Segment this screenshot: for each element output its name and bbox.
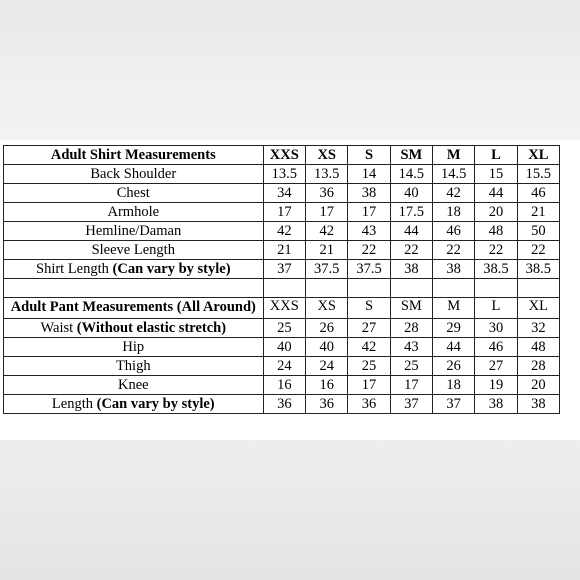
size-chart-body (4, 146, 560, 414)
spacer-cell (433, 279, 475, 298)
shirt-value-cell: 50 (517, 222, 559, 241)
pant-size-m: M (433, 298, 475, 319)
pant-row-label (4, 395, 264, 414)
shirt-value-cell: 38.5 (475, 260, 517, 279)
shirt-label-text: Hemline/Daman (85, 222, 182, 239)
pant-label-text: Hip (122, 338, 145, 355)
shirt-label-text: Shirt Length (36, 260, 113, 277)
shirt-size-xl: XL (517, 146, 559, 165)
shirt-value-cell: 38 (348, 184, 390, 203)
spacer-row (4, 279, 560, 298)
pant-value-cell: 38 (517, 395, 559, 414)
spacer-cell (306, 279, 348, 298)
shirt-value-cell: 38 (433, 260, 475, 279)
pant-size-sm: SM (390, 298, 432, 319)
shirt-value-cell: 22 (390, 241, 432, 260)
shirt-value-cell: 14.5 (433, 165, 475, 184)
pant-value-cell: 36 (306, 395, 348, 414)
pant-value-cell: 30 (475, 319, 517, 338)
pant-value-cell: 24 (306, 357, 348, 376)
shirt-value-cell: 21 (306, 241, 348, 260)
shirt-value-cell: 22 (475, 241, 517, 260)
shirt-value-cell: 15.5 (517, 165, 559, 184)
shirt-value-cell: 38.5 (517, 260, 559, 279)
shirt-value-cell: 15 (475, 165, 517, 184)
pant-title: Adult Pant Measurements (All Around) (4, 298, 264, 319)
pant-row-label (4, 376, 264, 395)
pant-value-cell: 17 (348, 376, 390, 395)
pant-value-cell: 18 (433, 376, 475, 395)
pant-value-cell: 19 (475, 376, 517, 395)
shirt-value-cell: 34 (263, 184, 306, 203)
shirt-value-cell: 22 (517, 241, 559, 260)
pant-value-cell: 26 (306, 319, 348, 338)
pant-value-cell: 25 (348, 357, 390, 376)
pant-value-cell: 32 (517, 319, 559, 338)
shirt-value-cell: 37.5 (348, 260, 390, 279)
pant-value-cell: 40 (263, 338, 306, 357)
pant-value-cell: 25 (263, 319, 306, 338)
pant-value-cell: 36 (348, 395, 390, 414)
pant-label-text: Thigh (115, 357, 151, 374)
pant-value-cell: 25 (390, 357, 432, 376)
pant-value-cell: 37 (390, 395, 432, 414)
shirt-value-cell: 14 (348, 165, 390, 184)
spacer-cell (517, 279, 559, 298)
pant-value-cell: 28 (390, 319, 432, 338)
shirt-label-text: Armhole (107, 203, 160, 220)
shirt-value-cell: 46 (517, 184, 559, 203)
pant-value-cell: 43 (390, 338, 432, 357)
shirt-value-cell: 37.5 (306, 260, 348, 279)
pant-label-text: Length (51, 395, 97, 412)
shirt-value-cell: 14.5 (390, 165, 432, 184)
shirt-value-cell: 36 (306, 184, 348, 203)
shirt-value-cell: 17 (263, 203, 306, 222)
pant-size-xxs: XXS (263, 298, 306, 319)
shirt-size-m: M (433, 146, 475, 165)
shirt-value-cell: 21 (263, 241, 306, 260)
pant-value-cell: 38 (475, 395, 517, 414)
shirt-value-cell: 42 (306, 222, 348, 241)
pant-row (4, 376, 560, 395)
shirt-value-cell: 46 (433, 222, 475, 241)
shirt-row (4, 165, 560, 184)
pant-value-cell: 17 (390, 376, 432, 395)
pant-label-text: Knee (117, 376, 149, 393)
shirt-label-text: Sleeve Length (91, 241, 175, 258)
shirt-title: Adult Shirt Measurements (4, 146, 264, 165)
shirt-label-text: Chest (116, 184, 150, 201)
shirt-value-cell: 48 (475, 222, 517, 241)
shirt-value-cell: 40 (390, 184, 432, 203)
pant-row (4, 357, 560, 376)
size-chart-table (3, 145, 560, 414)
shirt-row (4, 241, 560, 260)
pant-row (4, 338, 560, 357)
shirt-value-cell: 44 (390, 222, 432, 241)
pant-value-cell: 37 (433, 395, 475, 414)
pant-size-s: S (348, 298, 390, 319)
pant-value-cell: 28 (517, 357, 559, 376)
pant-value-cell: 29 (433, 319, 475, 338)
spacer-cell (475, 279, 517, 298)
pant-value-cell: 16 (306, 376, 348, 395)
pant-label-note: (Can vary by style) (96, 395, 215, 412)
shirt-size-xs: XS (306, 146, 348, 165)
shirt-row (4, 184, 560, 203)
shirt-value-cell: 22 (348, 241, 390, 260)
shirt-header-row (4, 146, 560, 165)
shirt-value-cell: 42 (263, 222, 306, 241)
shirt-row-label (4, 165, 264, 184)
shirt-row-label (4, 222, 264, 241)
pant-size-xl: XL (517, 298, 559, 319)
shirt-row (4, 222, 560, 241)
pant-row (4, 319, 560, 338)
shirt-row (4, 260, 560, 279)
shirt-value-cell: 43 (348, 222, 390, 241)
pant-row (4, 395, 560, 414)
shirt-value-cell: 37 (263, 260, 306, 279)
shirt-value-cell: 13.5 (306, 165, 348, 184)
spacer-cell (4, 279, 264, 298)
pant-value-cell: 27 (348, 319, 390, 338)
pant-label-text: Waist (40, 319, 77, 336)
pant-header-row (4, 298, 560, 319)
shirt-value-cell: 17.5 (390, 203, 432, 222)
shirt-row-label (4, 203, 264, 222)
shirt-value-cell: 21 (517, 203, 559, 222)
spacer-cell (263, 279, 306, 298)
pant-row-label (4, 357, 264, 376)
pant-row-label (4, 319, 264, 338)
shirt-value-cell: 17 (306, 203, 348, 222)
shirt-value-cell: 17 (348, 203, 390, 222)
pant-value-cell: 40 (306, 338, 348, 357)
shirt-size-s: S (348, 146, 390, 165)
pant-row-label (4, 338, 264, 357)
shirt-label-text: Back Shoulder (90, 165, 177, 182)
pant-size-xs: XS (306, 298, 348, 319)
pant-label-note: (Without elastic stretch) (76, 319, 227, 336)
shirt-value-cell: 22 (433, 241, 475, 260)
pant-value-cell: 42 (348, 338, 390, 357)
shirt-row (4, 203, 560, 222)
shirt-value-cell: 44 (475, 184, 517, 203)
spacer-cell (348, 279, 390, 298)
pant-value-cell: 27 (475, 357, 517, 376)
pant-value-cell: 36 (263, 395, 306, 414)
shirt-size-l: L (475, 146, 517, 165)
pant-value-cell: 26 (433, 357, 475, 376)
shirt-row-label (4, 241, 264, 260)
shirt-value-cell: 13.5 (263, 165, 306, 184)
pant-value-cell: 20 (517, 376, 559, 395)
pant-value-cell: 16 (263, 376, 306, 395)
shirt-value-cell: 38 (390, 260, 432, 279)
shirt-value-cell: 18 (433, 203, 475, 222)
shirt-row-label (4, 184, 264, 203)
shirt-value-cell: 42 (433, 184, 475, 203)
pant-value-cell: 24 (263, 357, 306, 376)
pant-size-l: L (475, 298, 517, 319)
pant-value-cell: 44 (433, 338, 475, 357)
shirt-size-xxs: XXS (263, 146, 306, 165)
pant-value-cell: 46 (475, 338, 517, 357)
pant-value-cell: 48 (517, 338, 559, 357)
shirt-label-note: (Can vary by style) (112, 260, 231, 277)
shirt-value-cell: 20 (475, 203, 517, 222)
shirt-size-sm: SM (390, 146, 432, 165)
shirt-row-label (4, 260, 264, 279)
spacer-cell (390, 279, 432, 298)
